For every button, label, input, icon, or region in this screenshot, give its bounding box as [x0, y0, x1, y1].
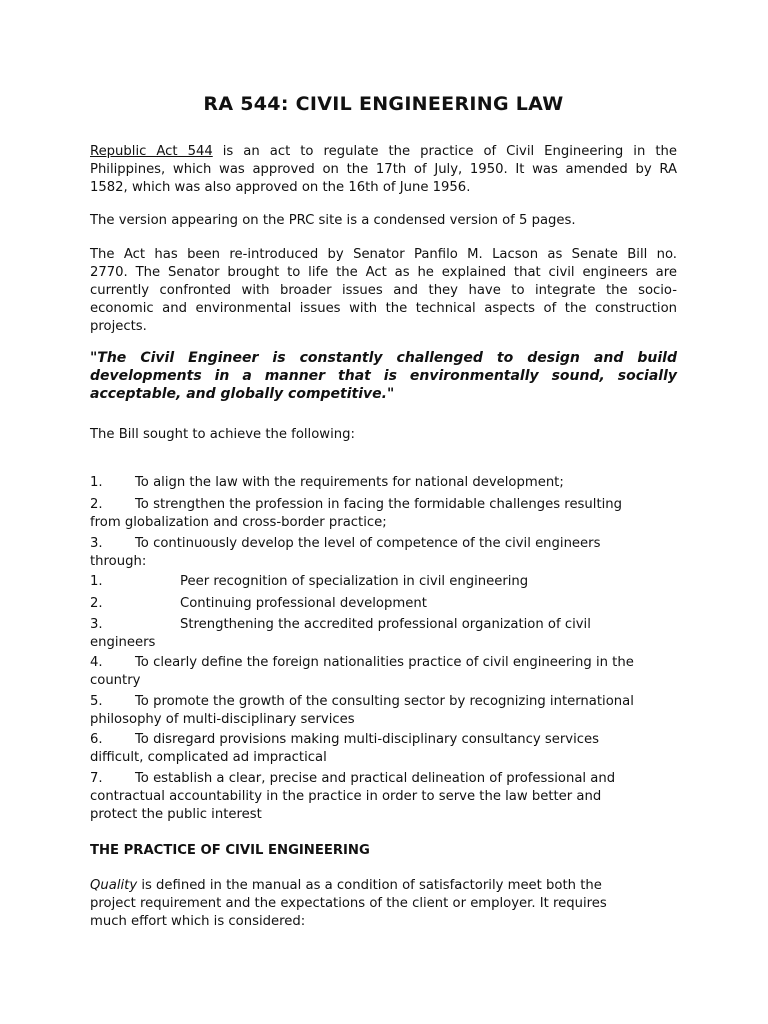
- intro-line-1: Republic Act 544 is an act to regulate the practice of Civil Engineering in the: [90, 144, 677, 159]
- reintro-paragraph: [90, 246, 677, 336]
- quality-line-3: much effort which is considered:: [90, 914, 306, 929]
- quality-line-1: Quality is defined in the manual as a condition of satisfactorily meet both the: [90, 878, 602, 893]
- list-item: 2. Continuing professional development: [90, 596, 427, 611]
- reintro-line-5: projects.: [90, 319, 147, 334]
- intro-line-3: 1582, which was also approved on the 16th of June 1956.: [90, 180, 471, 195]
- version-note: The version appearing on the PRC site is a condensed version of 5 pages.: [90, 213, 576, 228]
- list-item: 3. Strengthening the accredited professional organization of civil engineers: [90, 617, 591, 650]
- intro-paragraph: [90, 143, 677, 197]
- list-item: 2. To strengthen the profession in facing the formidable challenges resulting from globalization and cross-border practice;: [90, 497, 623, 530]
- quote-line-2: developments in a manner that is environmentally sound, socially: [90, 368, 677, 384]
- senator-quote: [90, 349, 677, 403]
- quote-line-3: acceptable, and globally competitive.": [90, 386, 395, 402]
- list-item: 6. To disregard provisions making multi-disciplinary consultancy services difficult, complicated ad impractical: [90, 732, 600, 765]
- quality-line-2: project requirement and the expectations of the client or employer. It requires: [90, 896, 607, 911]
- page-title: RA 544: CIVIL ENGINEERING LAW: [203, 93, 564, 115]
- quality-term: Quality: [90, 878, 138, 893]
- intro-line-2: Philippines, which was approved on the 17th of July, 1950. It was amended by RA: [90, 162, 677, 177]
- republic-act-link[interactable]: Republic Act 544: [90, 144, 213, 159]
- list-item: 7. To establish a clear, precise and practical delineation of professional and contractual accountability in the practice in order to serve the law better and protect the public interest: [90, 771, 616, 822]
- list-item: 3. To continuously develop the level of competence of the civil engineers through:: [90, 536, 601, 569]
- reintro-line-1: The Act has been re-introduced by Senator Panfilo M. Lacson as Senate Bill no.: [90, 247, 677, 262]
- list-item: 1. To align the law with the requirements for national development;: [90, 475, 564, 490]
- reintro-line-2: 2770. The Senator brought to life the Act as he explained that civil engineers are: [90, 265, 677, 280]
- quality-paragraph: [90, 877, 677, 931]
- list-item: 4. To clearly define the foreign nationalities practice of civil engineering in the country: [90, 655, 634, 688]
- section-heading: THE PRACTICE OF CIVIL ENGINEERING: [90, 843, 370, 858]
- list-item: 1. Peer recognition of specialization in civil engineering: [90, 574, 529, 589]
- bill-intro: The Bill sought to achieve the following:: [90, 427, 355, 442]
- reintro-line-3: currently confronted with broader issues and they have to integrate the socio-: [90, 283, 677, 298]
- list-item: 5. To promote the growth of the consulting sector by recognizing international philosophy of multi-disciplinary services: [90, 694, 634, 727]
- quote-line-1: "The Civil Engineer is constantly challenged to design and build: [90, 350, 677, 366]
- reintro-line-4: economic and environmental issues with the technical aspects of the construction: [90, 301, 677, 316]
